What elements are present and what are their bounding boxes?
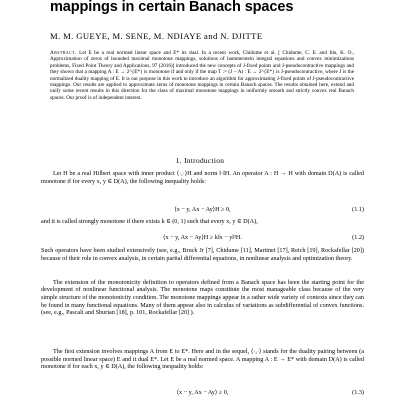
abstract [50, 50, 354, 101]
author-list: M. M. GUEYE, M. SENE, M. NDIAYE and N. DJITTE [50, 31, 263, 41]
paragraph-extension: The extension of the monotonicity definition to operators defined from a Banach space has been the starting point for the development of nonlinear functional analysis. The monotone maps constitute the most manageable class because of the very simple structure of the monotonicity condition. The monotone mappings appear in a rather wide variety of contexts since they can be found in many functional equations. Many of them appear also in calculus of variations as subdifferential of convex functions. (see, e.g., Pascali and Sburian [18], p. 101, Rockafellar [20] ). [41, 278, 364, 317]
equation-1-3-number: (1.3) [352, 389, 364, 397]
paragraph-such-operators: Such operators have been studied extensively (see, e.g., Bruck Jr [7], Chidume [11], Martinet [17], Reich [19], Rockafellar [20]) because of their role in convex analysis, in certain partial differential equations, in nonlinear analysis and optimization theory. [41, 246, 364, 262]
abstract-label: Abstract. [50, 50, 77, 56]
equation-1-1-expression: ⟨x − y, Ax − Ay⟩H ≥ 0, [174, 205, 231, 213]
section-heading: 1. Introduction [175, 156, 225, 165]
paragraph-strongly-monotone: and it is called strongly monotone if there exists k ∈ (0, 1) such that every x, y ∈ D(A), [41, 218, 258, 226]
equation-1-2-number: (1.2) [352, 233, 364, 241]
paragraph-definition-monotone: Let H be a real Hilbert space with inner product ⟨·,·⟩H and norm ‖·‖H. An operator A : H → H with domain D(A) is called monotone if for every x, y ∈ D(A), the following inequality holds: [41, 170, 364, 185]
paper-title-line2: mappings in certain Banach spaces [50, 0, 294, 15]
equation-1-2-expression: ⟨x − y, Ax − Ay⟩H ≥ k‖x − y‖²H. [163, 233, 242, 241]
equation-1-2 [41, 234, 364, 244]
paragraph-first-extension: The first extension involves mappings A from E to E*. Here and in the sequel, ⟨·,·⟩ stands for the duality pairing between (a possible normed linear space) E and it dual E*. Let E be a real normed space. A mapping A : E → E* with domain D(A) is called monotone if for each x, y ∈ D(A), the following inequality holds: [41, 348, 364, 371]
abstract-text: Let E be a real normed linear space and E* its dual. In a recent work, Chidume et al. [ Chidume, C. E. and Idu, K. O., Approximation of zeros of bounded maximal monotone mappings, solutions of hammerstein integral equations and convex minimizations problems, Fixed Point Theory and Applications, 97 (2016)] introduced the new concepts of J-fixed points and J-pseudocontractive mappings and they shown that a mapping A : E → 2^{E*} is monotone if and only if the map T := (J − A) : E → 2^{E*} is J-pseudocontractive, where J is the normalized duality mapping of E. It is our purpose in this work to introduce an algorithm for approximating J-fixed points of J-pseudocontractive mappings. Our results are applied to approximate zeros of monotone mappings in certain Banach spaces. The results obtained here, extend and unify some recent results in this direction for the class of maximal monotone mappings in uniformly smooth and strictly convex real Banach spaces. Our proof is of independent interest. [50, 50, 354, 101]
equation-1-3 [41, 389, 364, 399]
equation-1-1 [41, 206, 364, 216]
equation-1-1-number: (1.1) [352, 205, 364, 213]
equation-1-3-expression: ⟨x − y, Ax − Ay⟩ ≥ 0, [176, 389, 229, 397]
